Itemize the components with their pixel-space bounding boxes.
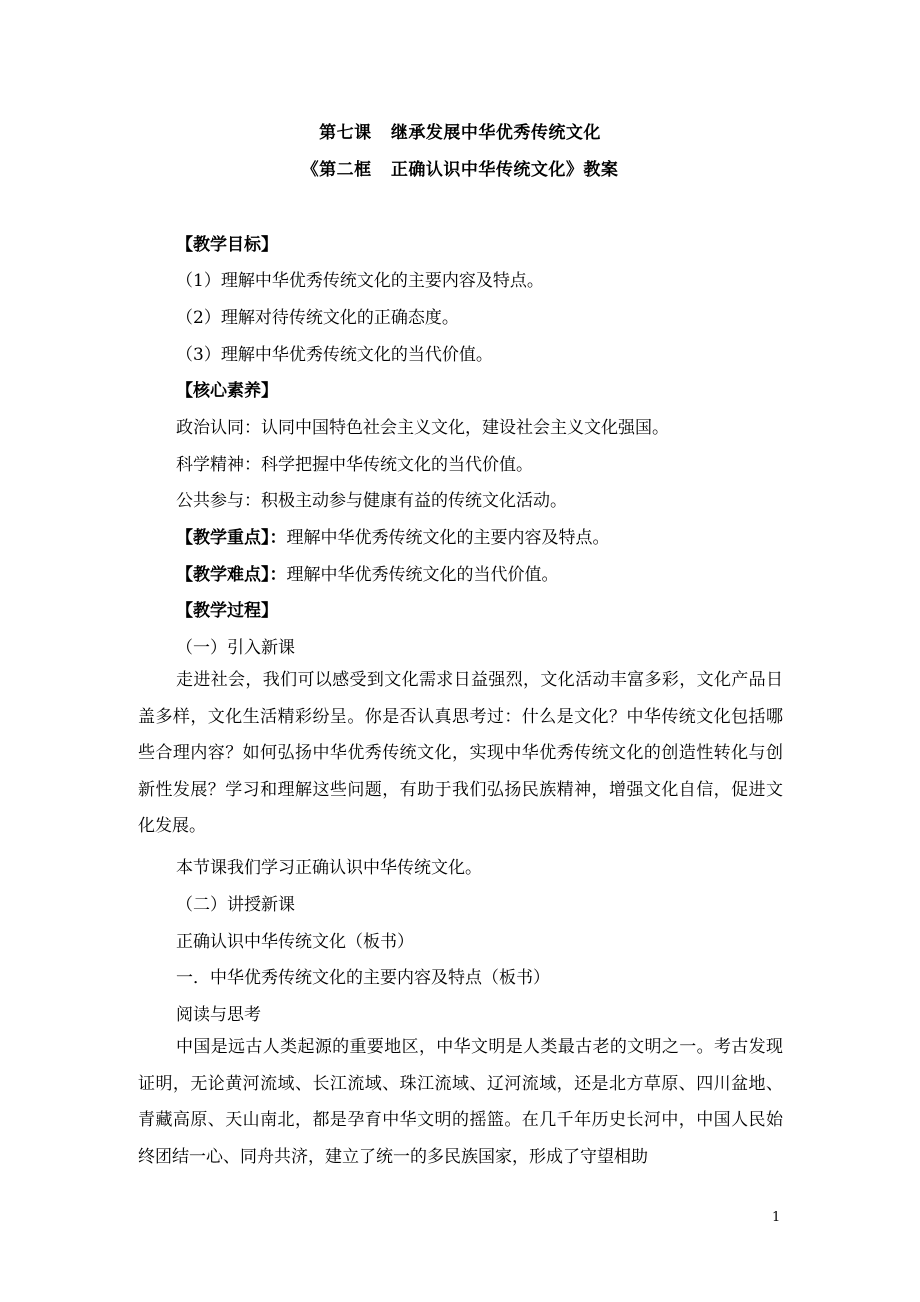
intro-heading: （一）引入新课	[176, 638, 295, 658]
teach-heading: （二）讲授新课	[176, 895, 295, 915]
core-item: 科学精神：科学把握中华传统文化的当代价值。	[176, 455, 533, 475]
key-point-text: 理解中华优秀传统文化的主要内容及特点。	[286, 528, 610, 548]
difficulty-label: 【教学难点】：	[176, 565, 287, 585]
objective-item: （3）理解中华优秀传统文化的当代价值。	[176, 345, 493, 365]
key-point	[176, 523, 610, 548]
objectives-heading: 【教学目标】	[176, 235, 278, 255]
key-point-label: 【教学重点】：	[176, 528, 287, 548]
process-heading: 【教学过程】	[176, 601, 278, 621]
core-item: 公共参与：积极主动参与健康有益的传统文化活动。	[176, 491, 567, 511]
page-number: 1	[772, 1210, 781, 1225]
difficulty-text: 理解中华优秀传统文化的当代价值。	[286, 565, 559, 585]
board-title: 正确认识中华传统文化（板书）	[176, 932, 414, 952]
objective-item: （1）理解中华优秀传统文化的主要内容及特点。	[176, 271, 544, 291]
lesson-title: 第七课 继承发展中华优秀传统文化	[319, 123, 601, 143]
core-heading: 【核心素养】	[176, 381, 278, 401]
read-think-heading: 阅读与思考	[176, 1005, 261, 1025]
core-item: 政治认同：认同中国特色社会主义文化，建设社会主义文化强国。	[176, 418, 669, 438]
objective-item: （2）理解对待传统文化的正确态度。	[176, 308, 459, 328]
reading-paragraph: 中国是远古人类起源的重要地区，中华文明是人类最古老的文明之一。考古发现证明，无论黄河流域、长江流域、珠江流域、辽河流域，还是北方草原、四川盆地、青藏高原、天山南北，都是孕育中华文明的摇篮。在几千年历史长河中，中国人民始终团结一心、同舟共济，建立了统一的多民族国家，形成了守望相助	[138, 1037, 783, 1167]
intro-paragraph: 走进社会，我们可以感受到文化需求日益强烈，文化活动丰富多彩，文化产品日盖多样，文化生活精彩纷呈。你是否认真思考过：什么是文化？中华传统文化包括哪些合理内容？如何弘扬中华优秀传统文化，实现中华优秀传统文化的创造性转化与创新性发展？学习和理解这些问题，有助于我们弘扬民族精神，增强文化自信，促进文化发展。	[138, 670, 783, 837]
section-title: 《第二框 正确认识中华传统文化》教案	[301, 160, 619, 180]
intro-note: 本节课我们学习正确认识中华传统文化。	[176, 858, 482, 878]
section-one-heading: 一．中华优秀传统文化的主要内容及特点（板书）	[176, 968, 550, 988]
difficulty	[176, 560, 559, 585]
